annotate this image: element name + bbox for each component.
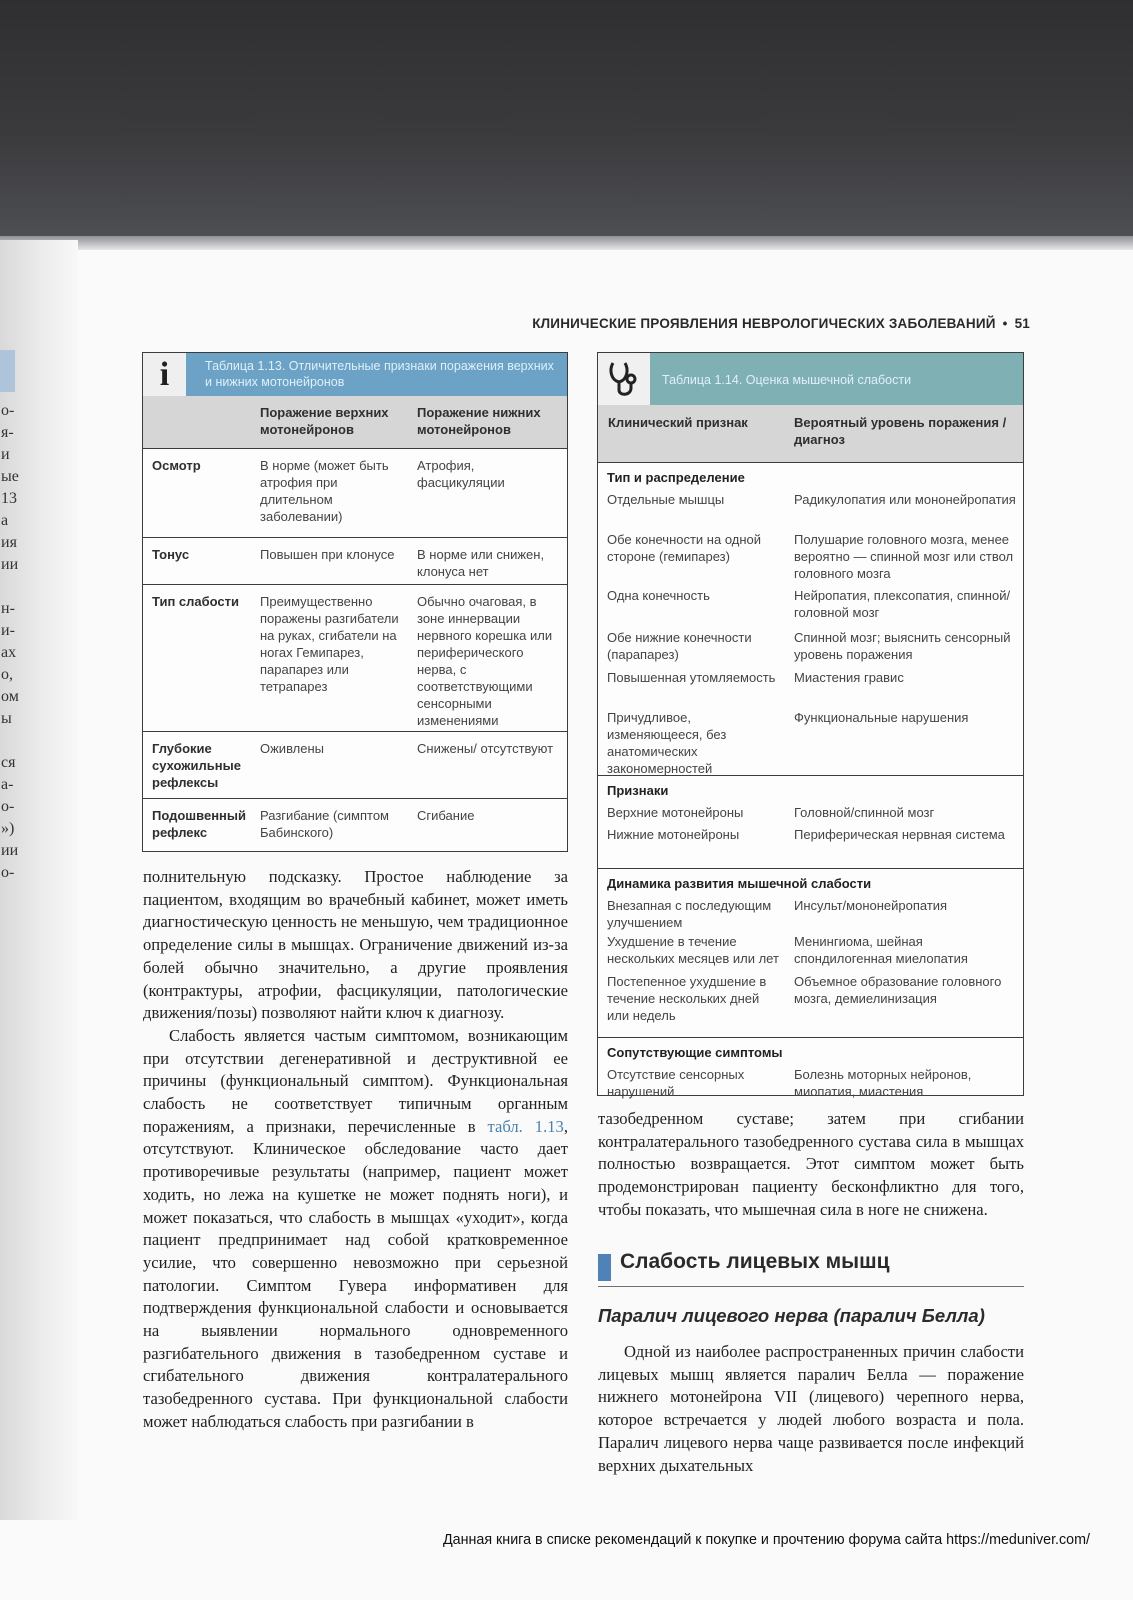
upper-motor-neuron-cell: Оживлены <box>260 741 325 756</box>
table-1-13-body <box>143 449 567 849</box>
paragraph-text: Слабость является частым симптомом, возникающим при отсутствии дегенеративной и деструктивной ее причины (функциональный симптом). Функциональная слабость не соответствует типичным органным поражениям, а признаки, перечисленные в <box>143 1025 568 1136</box>
table-1-14-title: Таблица 1.14. Оценка мышечной слабости <box>662 373 912 387</box>
upper-motor-neuron-cell: Разгибание (симптом Бабинского) <box>260 808 389 840</box>
adjacent-page-fragment: ы <box>1 710 12 727</box>
paragraph-text: , отсутствуют. Клиническое обследование часто дает противоречивые результаты (например, пациент может ходить, но лежа на кушетке не может поднять ноги), и может показаться, что слабость в мышцах «уходит», когда пациент предпринимает над собой кратковременное усилие, что совершенно невозможно при серьезной патологии. Симптом Гувера информативен для подтверждения функциональной слабости и основывается на выявлении нормального одновременного разгибательного движения в тазобедренном суставе и сгибательного движения контралатерального тазобедренного сустава. При функциональной слабости может наблюдаться слабость при разгибании в <box>143 1116 568 1431</box>
clinical-sign: Одна конечность <box>607 588 710 603</box>
probable-level: Инсульт/мононейропатия <box>794 898 948 913</box>
table-row <box>143 732 567 799</box>
upper-motor-neuron-cell: В норме (может быть атрофия при длительном заболевании) <box>260 458 389 524</box>
table-section <box>598 463 1023 776</box>
paragraph <box>143 1025 568 1434</box>
table-1-13-header <box>143 353 567 396</box>
lower-motor-neuron-cell: В норме или снижен, клонуса нет <box>417 547 545 579</box>
adjacent-page-fragment: ия <box>1 534 17 551</box>
adjacent-page-fragment: а- <box>1 776 14 793</box>
clinical-sign: Повышенная утомляемость <box>607 670 776 685</box>
clinical-sign: Нижние мотонейроны <box>607 827 740 842</box>
adjacent-page-fragment: и- <box>1 622 15 639</box>
adjacent-page-fragment: ии <box>1 556 19 573</box>
adjacent-page-fragment <box>1 576 23 598</box>
paragraph: полнительную подсказку. Простое наблюдение за пациентом, входящим во врачебный кабинет, может иметь диагностическую ценность не меньшую, чем традиционное определение силы в мышцах. Ограничение движений из-за болей обычно значительно, а другие проявления (контрактуры, атрофии, фасцикуляции, патологические движения/позы) позволяют найти ключ к диагнозу. <box>143 867 568 1023</box>
clinical-sign: Обе конечности на одной стороне (гемипарез) <box>607 532 762 564</box>
adjacent-page-fragment: ом <box>1 688 19 705</box>
adjacent-page-fragment: ии <box>1 842 19 859</box>
adjacent-page-fragments <box>1 400 23 884</box>
table-1-14-column-headers <box>598 405 1023 463</box>
column-header-sign: Клинический признак <box>608 415 748 430</box>
adjacent-page-fragment: ые <box>1 468 19 485</box>
lower-motor-neuron-cell: Атрофия, фасцикуляции <box>417 458 505 490</box>
section-heading <box>598 1248 1024 1287</box>
table-section <box>598 1038 1023 1108</box>
clinical-sign: Причудливое, изменяющееся, без анатомических закономерностей <box>607 710 727 776</box>
clinical-sign: Верхние мотонейроны <box>607 805 744 820</box>
adjacent-page-fragment: о- <box>1 864 15 881</box>
scan-dark-background <box>0 0 1133 238</box>
table-1-14-body <box>598 463 1023 1108</box>
adjacent-page-fragment: н- <box>1 600 15 617</box>
adjacent-page-fragment: ») <box>1 820 15 837</box>
table-1-14-header <box>598 353 1023 405</box>
running-header <box>460 316 1030 331</box>
adjacent-page-fragment: 13 <box>1 490 17 507</box>
adjacent-page-fragment: о- <box>1 798 15 815</box>
clinical-sign: Внезапная с последующим улучшением <box>607 898 772 930</box>
table-row <box>143 585 567 732</box>
column-header-lower: Поражение нижних мотонейронов <box>417 405 541 437</box>
clinical-sign: Постепенное ухудшение в течение нескольких дней или недель <box>607 974 767 1023</box>
clinical-sign: Отдельные мышцы <box>607 492 725 507</box>
probable-level: Радикулопатия или мононейропатия <box>794 492 1016 507</box>
section-title: Сопутствующие симптомы <box>607 1045 783 1060</box>
table-1-13-title: Таблица 1.13. Отличительные признаки поражения верхних и нижних мотонейронов <box>205 359 554 389</box>
section-heading-text: Слабость лицевых мышц <box>620 1250 890 1273</box>
section-title: Динамика развития мышечной слабости <box>607 876 872 891</box>
probable-level: Головной/спинной мозг <box>794 805 935 820</box>
probable-level: Болезнь моторных нейронов, миопатия, миастения <box>794 1067 972 1099</box>
running-header-title: КЛИНИЧЕСКИЕ ПРОЯВЛЕНИЯ НЕВРОЛОГИЧЕСКИХ ЗАБОЛЕВАНИЙ <box>532 316 996 331</box>
adjacent-page-fragment: а <box>1 512 9 529</box>
table-row <box>143 449 567 538</box>
running-header-separator: • <box>1002 316 1008 331</box>
probable-level: Функциональные нарушения <box>794 710 969 725</box>
adjacent-page-fragment: я- <box>1 424 14 441</box>
adjacent-page-marker <box>0 350 15 392</box>
column-header-level: Вероятный уровень поражения / диагноз <box>794 415 1007 447</box>
paragraph: Одной из наиболее распространенных причин слабости лицевых мышц является паралич Белла — поражение нижнего мотонейрона VII (лицевого) черепного нерва, которое встречается у людей любого возраста и пола. Паралич лицевого нерва чаще развивается после инфекций верхних дыхательных <box>598 1342 1024 1475</box>
row-label: Подошвенный рефлекс <box>152 808 246 840</box>
probable-level: Спинной мозг; выяснить сенсорный уровень поражения <box>794 630 1011 662</box>
table-section <box>598 869 1023 1038</box>
section-marker <box>598 1254 611 1281</box>
subsection-heading: Паралич лицевого нерва (паралич Белла) <box>598 1305 985 1326</box>
clinical-sign: Отсутствие сенсорных нарушений <box>607 1067 745 1099</box>
info-icon: i <box>143 353 186 396</box>
section-title: Признаки <box>607 783 669 798</box>
probable-level: Нейропатия, плексопатия, спинной/головной мозг <box>794 588 1011 620</box>
table-1-13 <box>142 352 568 852</box>
page-number: 51 <box>1014 316 1030 331</box>
probable-level: Миастения гравис <box>794 670 904 685</box>
section-title: Тип и распределение <box>607 470 745 485</box>
row-label: Осмотр <box>152 458 201 473</box>
upper-motor-neuron-cell: Повышен при клонусе <box>260 547 395 562</box>
row-label: Тип слабости <box>152 594 240 609</box>
stethoscope-icon <box>598 353 650 405</box>
page-edge-shadow <box>0 236 1133 250</box>
adjacent-page-fragment <box>1 730 23 752</box>
column-header-upper: Поражение верхних мотонейронов <box>260 405 389 437</box>
adjacent-page-fragment: ах <box>1 644 17 661</box>
probable-level: Периферическая нервная система <box>794 827 1005 842</box>
table-reference-link[interactable]: табл. 1.13 <box>487 1116 564 1136</box>
table-1-13-column-headers <box>143 396 567 449</box>
adjacent-page-fragment: о, <box>1 666 13 683</box>
lower-motor-neuron-cell: Сгибание <box>417 808 475 823</box>
probable-level: Полушарие головного мозга, менее вероятно — спинной мозг или ствол головного мозга <box>794 532 1014 581</box>
body-text-right-column <box>598 1108 1024 1222</box>
probable-level: Объемное образование головного мозга, демиелинизация <box>794 974 1002 1006</box>
upper-motor-neuron-cell: Преимущественно поражены разгибатели на руках, сгибатели на ногах Гемипарез, парапарез или тетрапарез <box>260 594 399 694</box>
body-text-left-column <box>143 866 568 1434</box>
clinical-sign: Ухудшение в течение нескольких месяцев или лет <box>607 934 779 966</box>
adjacent-page-fragment: и <box>1 446 10 463</box>
probable-level: Менингиома, шейная спондилогенная миелопатия <box>794 934 968 966</box>
lower-motor-neuron-cell: Снижены/ отсутствуют <box>417 741 554 756</box>
footer-notice: Данная книга в списке рекомендаций к покупке и прочтению форума сайта https://meduniver.com/ <box>442 1532 1090 1548</box>
adjacent-page-fragment: о- <box>1 402 15 419</box>
table-row <box>143 538 567 585</box>
table-row <box>143 799 567 849</box>
paragraph: тазобедренном суставе; затем при сгибании контралатерального тазобедренного сустава сила в мышцах полностью возвращается. Этот симптом может быть продемонстрирован пациенту бесконфликтно для того, чтобы показать, что мышечная сила в ноге не снижена. <box>598 1109 1024 1219</box>
row-label: Тонус <box>152 547 190 562</box>
body-text-right-column-lower <box>598 1341 1024 1477</box>
adjacent-page-fragment: ся <box>1 754 16 771</box>
table-section <box>598 776 1023 869</box>
row-label: Глубокие сухожильные рефлексы <box>152 741 241 790</box>
clinical-sign: Обе нижние конечности (парапарез) <box>607 630 752 662</box>
table-1-14 <box>597 352 1024 1099</box>
lower-motor-neuron-cell: Обычно очаговая, в зоне иннервации нервного корешка или периферического нерва, с соответствующими сенсорными изменениями <box>417 594 553 728</box>
